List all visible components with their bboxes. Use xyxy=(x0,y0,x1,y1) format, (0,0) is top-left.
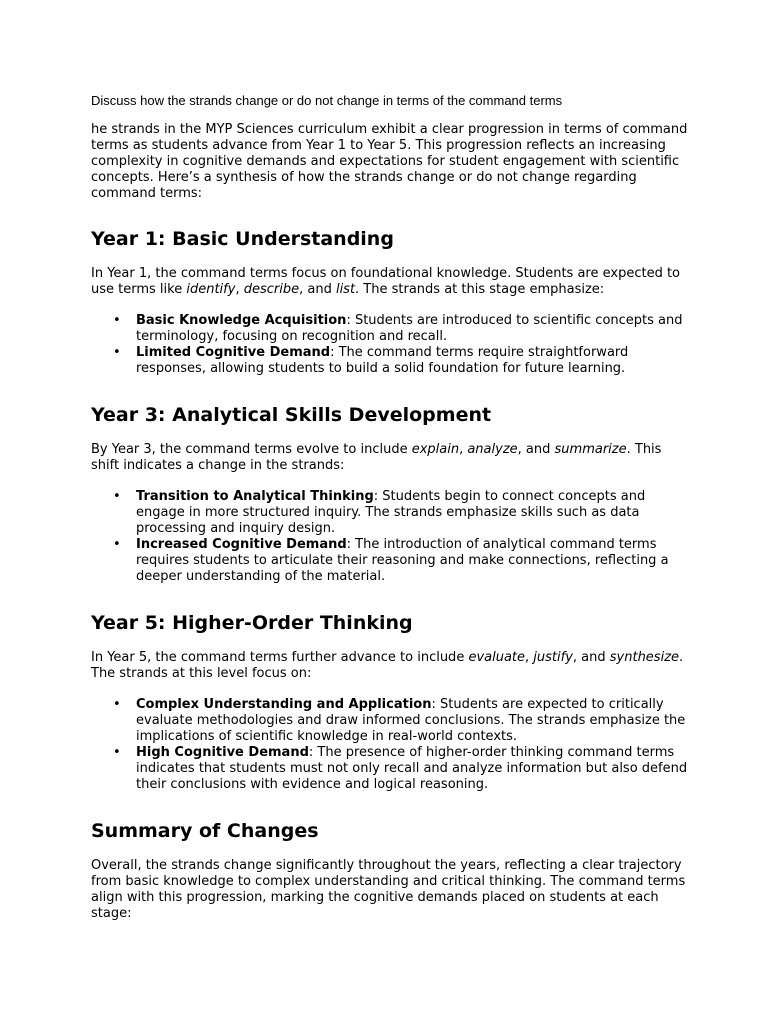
section-heading-year-1: Year 1: Basic Understanding xyxy=(91,228,394,250)
list-item xyxy=(136,537,691,585)
command-term: justify xyxy=(533,650,573,665)
bullet-text: : Students begin to connect concepts and engage in more structured inquiry. The strands emphasize skills such as data processing and inquiry design. xyxy=(136,489,646,536)
bullet-text: : The introduction of analytical command terms requires students to articulate their reasoning and make connections, reflecting a deeper understanding of the material. xyxy=(136,537,669,584)
question-prompt: Discuss how the strands change or do not change in terms of the command terms xyxy=(91,93,563,108)
para-text: , and xyxy=(299,282,336,297)
section-paragraph-year-5 xyxy=(91,650,691,682)
command-term: list xyxy=(335,282,356,297)
list-item xyxy=(136,697,691,745)
list-item xyxy=(136,489,691,537)
section-heading-year-5: Year 5: Higher-Order Thinking xyxy=(91,612,413,634)
para-text: . The strands at this stage emphasize: xyxy=(355,282,605,297)
section-heading-summary: Summary of Changes xyxy=(91,820,319,842)
bullet-title: Limited Cognitive Demand xyxy=(136,345,331,360)
bullet-list-year-5 xyxy=(91,697,691,793)
para-text: , xyxy=(525,650,534,665)
para-text: By Year 3, the command terms evolve to include xyxy=(91,442,412,457)
bullet-list-year-3 xyxy=(91,489,691,585)
section-paragraph-year-3 xyxy=(91,442,691,474)
bullet-text: : Students are expected to critically evaluate methodologies and draw informed conclusions. The strands emphasize the implications of scientific knowledge in real-world contexts. xyxy=(136,697,686,744)
section-year-5 xyxy=(91,611,691,793)
bullet-title: Basic Knowledge Acquisition xyxy=(136,313,347,328)
command-term: analyze xyxy=(467,442,518,457)
bullet-title: High Cognitive Demand xyxy=(136,745,309,760)
list-item xyxy=(136,345,691,377)
command-term: synthesize xyxy=(609,650,680,665)
para-text: , xyxy=(459,442,468,457)
section-year-3 xyxy=(91,403,691,585)
para-text: . This shift indicates a change in the strands: xyxy=(91,442,662,473)
command-term: describe xyxy=(243,282,300,297)
para-text: , and xyxy=(517,442,555,457)
bullet-title: Complex Understanding and Application xyxy=(136,697,432,712)
list-item xyxy=(136,745,691,793)
bullet-title: Increased Cognitive Demand xyxy=(136,537,347,552)
bullet-text: : Students are introduced to scientific concepts and terminology, focusing on recognition and recall. xyxy=(136,313,683,344)
section-summary xyxy=(91,819,691,922)
command-term: summarize xyxy=(554,442,627,457)
para-text: In Year 1, the command terms focus on foundational knowledge. Students are expected to use terms like xyxy=(91,266,681,297)
list-item xyxy=(136,313,691,345)
bullet-list-year-1 xyxy=(91,313,691,377)
bullet-text: : The presence of higher-order thinking command terms indicates that students must not only recall and analyze information but also defend their conclusions with evidence and logical reasoning. xyxy=(136,745,688,792)
section-heading-year-3: Year 3: Analytical Skills Development xyxy=(91,404,492,426)
section-year-1 xyxy=(91,227,691,377)
section-paragraph-year-1 xyxy=(91,266,691,298)
command-term: explain xyxy=(411,442,460,457)
para-text: In Year 5, the command terms further advance to include xyxy=(91,650,469,665)
command-term: evaluate xyxy=(468,650,526,665)
para-text: , xyxy=(235,282,244,297)
summary-paragraph: Overall, the strands change significantly throughout the years, reflecting a clear trajectory from basic knowledge to complex understanding and critical thinking. The command terms align with this progression, marking the cognitive demands placed on students at each stage: xyxy=(91,858,686,921)
command-term: identify xyxy=(186,282,236,297)
document-body xyxy=(91,92,691,922)
para-text: , and xyxy=(572,650,610,665)
bullet-title: Transition to Analytical Thinking xyxy=(136,489,374,504)
intro-paragraph: he strands in the MYP Sciences curriculum exhibit a clear progression in terms of command terms as students advance from Year 1 to Year 5. This progression reflects an increasing complexity in cognitive demands and expectations for student engagement with scientific concepts. Here’s a synthesis of how the strands change or do not change regarding command terms: xyxy=(91,122,688,201)
bullet-text: : The command terms require straightforward responses, allowing students to build a solid foundation for future learning. xyxy=(136,345,629,376)
para-text: . The strands at this level focus on: xyxy=(91,650,684,681)
